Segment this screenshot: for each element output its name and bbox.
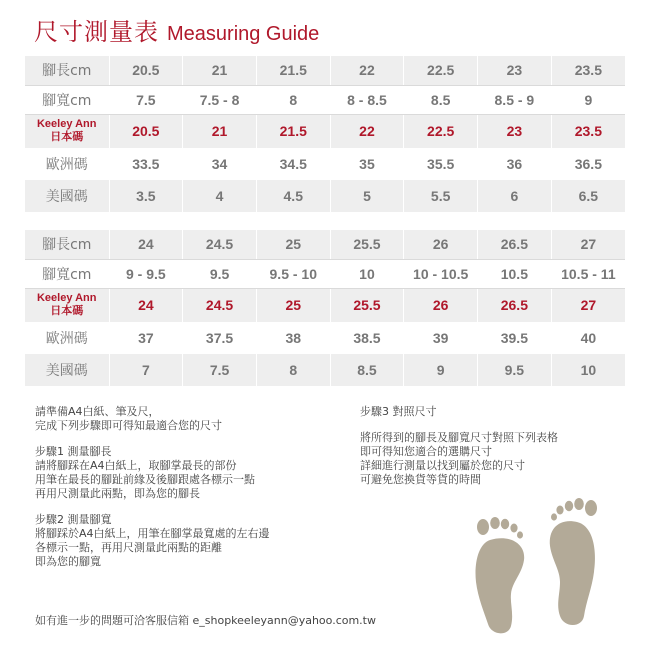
table-cell: 24.5	[183, 288, 257, 322]
table-cell: 8.5 - 9	[478, 85, 552, 114]
table-cell: 8.5	[330, 354, 404, 386]
table-cell: 8.5	[404, 85, 478, 114]
instructions-left	[35, 405, 270, 569]
row-label-length: 腳長cm	[25, 230, 109, 259]
table-cell: 34	[183, 148, 257, 180]
step2-line: 各標示一點，再用尺測量此兩點的距離	[35, 541, 222, 554]
row-label-jp-size	[25, 288, 109, 322]
row-label-jp-size	[25, 114, 109, 148]
step1-line: 用筆在最長的腳趾前緣及後腳跟處各標示一點	[35, 473, 255, 486]
table-cell: 20.5	[109, 114, 183, 148]
table-cell: 8	[256, 354, 330, 386]
table-cell: 7	[109, 354, 183, 386]
row-label-us: 美國碼	[25, 180, 109, 212]
table-cell: 24	[109, 288, 183, 322]
table-cell: 9.5 - 10	[256, 259, 330, 288]
table-cell: 7.5 - 8	[183, 85, 257, 114]
jp-size-label: 日本碼	[50, 305, 84, 318]
step3-line: 詳細進行測量以找到屬於您的尺寸	[360, 459, 525, 472]
table-row	[25, 56, 625, 85]
table-cell: 37.5	[183, 322, 257, 354]
table-cell: 25.5	[330, 230, 404, 259]
table-row	[25, 180, 625, 212]
table-cell: 21.5	[256, 56, 330, 85]
table-cell: 21	[183, 114, 257, 148]
table-row	[25, 114, 625, 148]
table-row	[25, 354, 625, 386]
table-row	[25, 148, 625, 180]
prep-line: 請準備A4白紙、筆及尺，	[35, 405, 160, 418]
footprints-icon	[464, 494, 614, 639]
table-cell: 26.5	[478, 288, 552, 322]
table-cell: 9	[404, 354, 478, 386]
table-cell: 26.5	[478, 230, 552, 259]
prep-line: 完成下列步驟即可得知最適合您的尺寸	[35, 419, 222, 432]
table-cell: 24	[109, 230, 183, 259]
table-cell: 23	[478, 56, 552, 85]
step3-title: 步驟3 對照尺寸	[360, 405, 437, 418]
table-cell: 22	[330, 114, 404, 148]
step1-line: 再用尺測量此兩點，即為您的腳長	[35, 487, 200, 500]
step1-title: 步驟1 測量腳長	[35, 445, 112, 458]
brand-name: Keeley Ann	[36, 118, 97, 131]
table-cell: 39.5	[478, 322, 552, 354]
table-cell: 6.5	[551, 180, 625, 212]
table-cell: 10	[330, 259, 404, 288]
table-cell: 8	[256, 85, 330, 114]
table-cell: 9	[551, 85, 625, 114]
table-cell: 20.5	[109, 56, 183, 85]
table-cell: 22.5	[404, 56, 478, 85]
table-cell: 9.5	[183, 259, 257, 288]
table-cell: 35	[330, 148, 404, 180]
table-cell: 10 - 10.5	[404, 259, 478, 288]
table-cell: 22.5	[404, 114, 478, 148]
table-cell: 38	[256, 322, 330, 354]
table-cell: 27	[551, 230, 625, 259]
left-footprint	[476, 517, 525, 633]
table-cell: 36	[478, 148, 552, 180]
right-footprint	[550, 498, 597, 625]
table-cell: 26	[404, 230, 478, 259]
table-cell: 27	[551, 288, 625, 322]
instructions-right	[360, 405, 558, 487]
step1-line: 請將腳踩在A4白紙上，取腳掌最長的部份	[35, 459, 237, 472]
step3-line: 將所得到的腳長及腳寬尺寸對照下列表格	[360, 431, 558, 444]
step3-line: 可避免您換貨等貨的時間	[360, 473, 481, 486]
row-label-width: 腳寬cm	[25, 85, 109, 114]
table-cell: 3.5	[109, 180, 183, 212]
row-label-eu: 歐洲碼	[25, 148, 109, 180]
table-cell: 40	[551, 322, 625, 354]
contact-line: 如有進一步的問題可洽客服信箱 e_shopkeeleyann@yahoo.com.tw	[35, 614, 376, 627]
table-cell: 35.5	[404, 148, 478, 180]
table-cell: 5	[330, 180, 404, 212]
table-cell: 23	[478, 114, 552, 148]
step2-line: 即為您的腳寬	[35, 555, 101, 568]
jp-size-label: 日本碼	[50, 131, 84, 144]
table-cell: 8 - 8.5	[330, 85, 404, 114]
table-cell: 22	[330, 56, 404, 85]
table-cell: 25	[256, 230, 330, 259]
table-cell: 10.5	[478, 259, 552, 288]
table-cell: 38.5	[330, 322, 404, 354]
table-row	[25, 85, 625, 114]
table-cell: 23.5	[551, 56, 625, 85]
table-cell: 33.5	[109, 148, 183, 180]
table-row	[25, 322, 625, 354]
page-title	[34, 12, 320, 46]
table-cell: 23.5	[551, 114, 625, 148]
table-cell: 5.5	[404, 180, 478, 212]
size-table-1	[25, 56, 625, 212]
table-cell: 7.5	[183, 354, 257, 386]
table-cell: 7.5	[109, 85, 183, 114]
table-cell: 34.5	[256, 148, 330, 180]
size-table-2	[25, 230, 625, 386]
table-cell: 4	[183, 180, 257, 212]
brand-name: Keeley Ann	[36, 292, 97, 305]
table-cell: 24.5	[183, 230, 257, 259]
step2-line: 將腳踩於A4白紙上，用筆在腳掌最寬處的左右邊	[35, 527, 270, 540]
row-label-us: 美國碼	[25, 354, 109, 386]
row-label-length: 腳長cm	[25, 56, 109, 85]
table-cell: 26	[404, 288, 478, 322]
table-cell: 21	[183, 56, 257, 85]
row-label-width: 腳寬cm	[25, 259, 109, 288]
table-cell: 37	[109, 322, 183, 354]
title-chinese: 尺寸測量表	[34, 18, 159, 46]
step3-line: 即可得知您適合的選購尺寸	[360, 445, 492, 458]
table-cell: 25.5	[330, 288, 404, 322]
table-cell: 9 - 9.5	[109, 259, 183, 288]
table-row	[25, 230, 625, 259]
step2-title: 步驟2 測量腳寬	[35, 513, 112, 526]
row-label-eu: 歐洲碼	[25, 322, 109, 354]
table-cell: 10.5 - 11	[551, 259, 625, 288]
table-cell: 39	[404, 322, 478, 354]
table-cell: 6	[478, 180, 552, 212]
title-english: Measuring Guide	[167, 23, 320, 45]
table-row	[25, 288, 625, 322]
table-row	[25, 259, 625, 288]
table-cell: 25	[256, 288, 330, 322]
table-cell: 10	[551, 354, 625, 386]
table-cell: 4.5	[256, 180, 330, 212]
table-cell: 21.5	[256, 114, 330, 148]
table-cell: 9.5	[478, 354, 552, 386]
table-cell: 36.5	[551, 148, 625, 180]
